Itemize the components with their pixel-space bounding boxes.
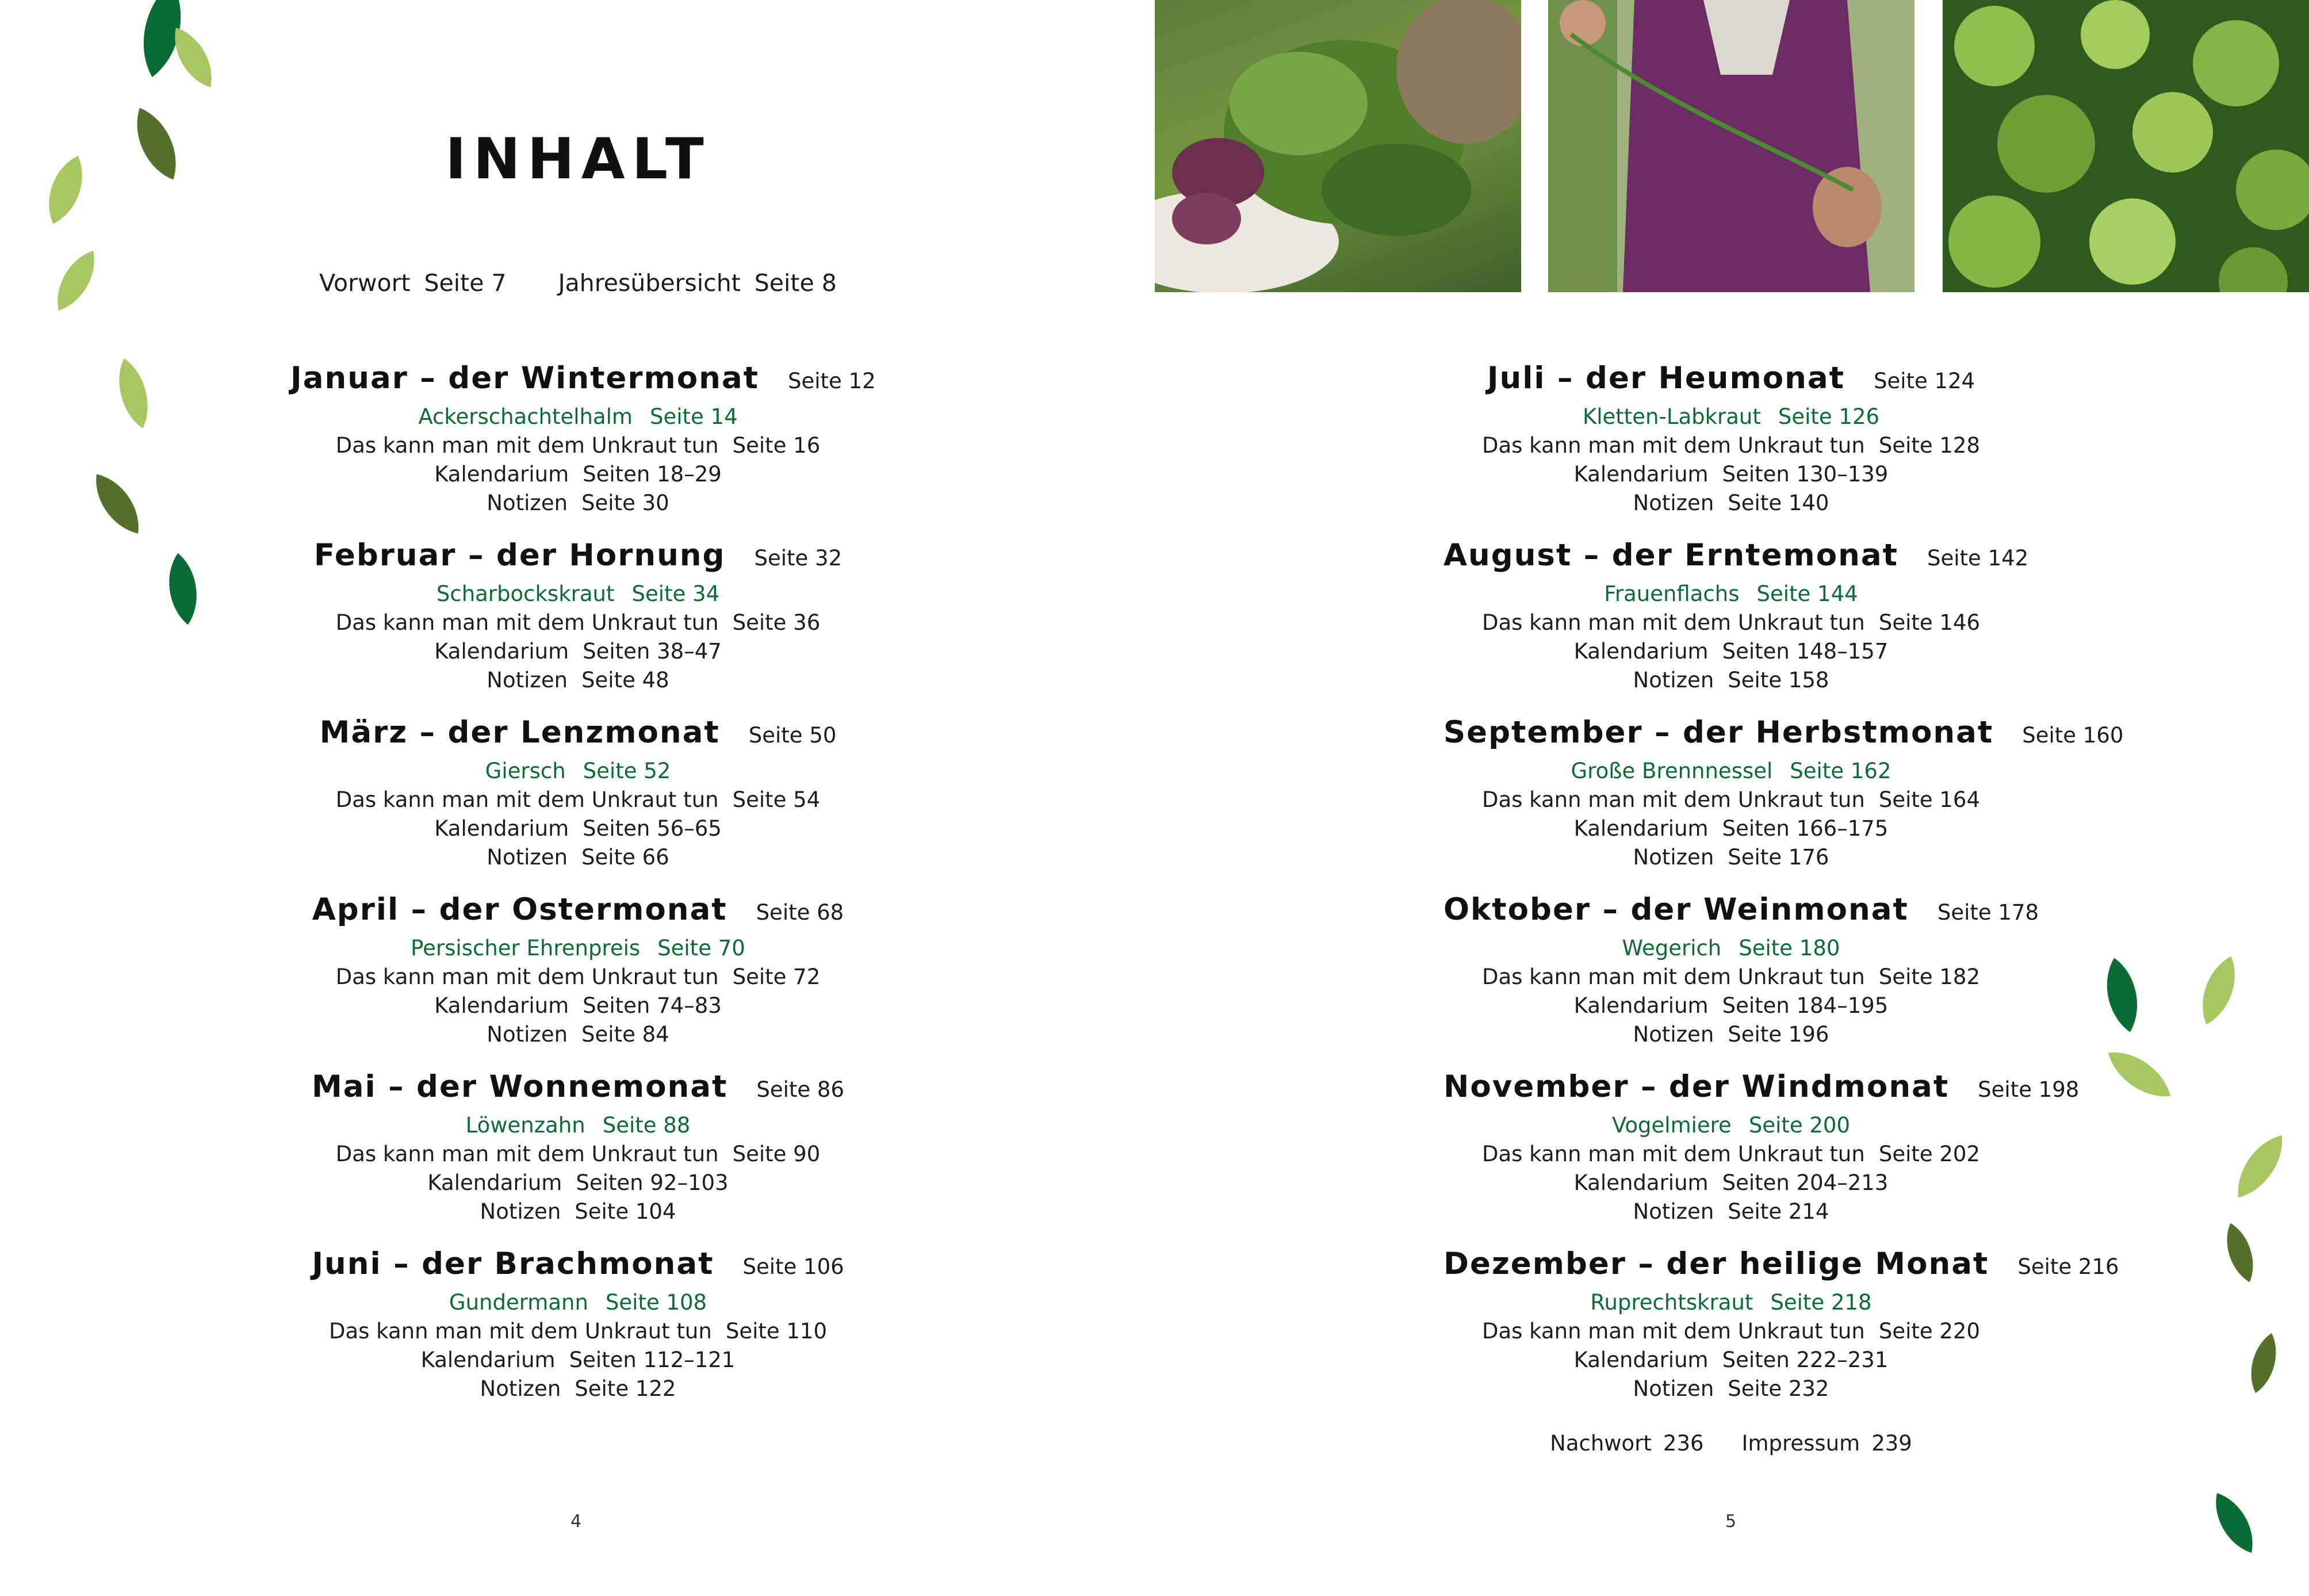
plant-page: Seite 88 — [602, 1113, 691, 1138]
unkraut-label: Das kann man mit dem Unkraut tun — [1481, 433, 1865, 458]
notizen-page: Seite 140 — [1728, 491, 1829, 515]
impressum-label[interactable]: Impressum — [1741, 1431, 1860, 1456]
notizen-label: Notizen — [480, 1199, 561, 1224]
kalendarium-line[interactable] — [290, 1346, 866, 1375]
unkraut-line[interactable] — [290, 786, 866, 814]
notizen-label: Notizen — [487, 491, 568, 515]
jahresuebersicht-label[interactable]: Jahresübersicht — [558, 269, 741, 297]
photo-leaves — [1943, 0, 2309, 292]
unkraut-line[interactable] — [290, 963, 866, 992]
month-page: Seite 50 — [748, 723, 837, 748]
notizen-label: Notizen — [1633, 845, 1714, 870]
unkraut-label: Das kann man mit dem Unkraut tun — [335, 1142, 719, 1166]
notizen-label: Notizen — [1633, 668, 1714, 692]
month-heading-line[interactable] — [290, 888, 866, 934]
notizen-page: Seite 84 — [581, 1022, 669, 1047]
plant-line[interactable] — [290, 1111, 866, 1140]
month-heading: Oktober – der Weinmonat — [1443, 892, 1909, 927]
month-page: Seite 124 — [1873, 369, 1975, 393]
closing-row — [1443, 1431, 2019, 1456]
jahresuebersicht-page: Seite 8 — [754, 269, 837, 297]
unkraut-page: Seite 110 — [725, 1319, 828, 1344]
plant-name: Persischer Ehrenpreis — [411, 936, 641, 960]
plant-name: Kletten-Labkraut — [1582, 404, 1761, 429]
month-page: Seite 12 — [787, 369, 876, 393]
month-page: Seite 68 — [756, 900, 844, 925]
vorwort-page: Seite 7 — [424, 269, 507, 297]
month-heading-line[interactable] — [290, 711, 866, 757]
kalendarium-label: Kalendarium — [434, 993, 569, 1018]
unkraut-label: Das kann man mit dem Unkraut tun — [335, 433, 719, 458]
month-heading: Mai – der Wonnemonat — [311, 1069, 728, 1104]
notizen-page: Seite 158 — [1728, 668, 1829, 692]
notizen-page: Seite 104 — [575, 1199, 676, 1224]
month-entry — [290, 1242, 866, 1419]
kalendarium-line[interactable] — [290, 992, 866, 1020]
unkraut-label: Das kann man mit dem Unkraut tun — [1481, 787, 1865, 812]
unkraut-page: Seite 182 — [1878, 965, 1981, 989]
impressum-page: 239 — [1871, 1431, 1912, 1456]
plant-page: Seite 14 — [649, 404, 738, 429]
kalendarium-line[interactable] — [290, 460, 866, 489]
kalendarium-pages: Seiten 204–213 — [1722, 1170, 1889, 1195]
notizen-page: Seite 214 — [1728, 1199, 1829, 1224]
kalendarium-label: Kalendarium — [1573, 993, 1709, 1018]
unkraut-page: Seite 36 — [732, 610, 821, 635]
kalendarium-label: Kalendarium — [434, 816, 569, 841]
plant-name: Ruprechtskraut — [1590, 1290, 1753, 1315]
notizen-line[interactable] — [290, 843, 866, 872]
unkraut-page: Seite 128 — [1878, 433, 1981, 458]
unkraut-label: Das kann man mit dem Unkraut tun — [335, 787, 719, 812]
intro-row — [319, 269, 837, 297]
unkraut-label: Das kann man mit dem Unkraut tun — [1481, 610, 1865, 635]
unkraut-line[interactable] — [290, 431, 866, 460]
month-entry — [290, 888, 866, 1065]
plant-name: Scharbockskraut — [436, 581, 615, 606]
kalendarium-label: Kalendarium — [1573, 1348, 1709, 1372]
plant-page: Seite 144 — [1756, 581, 1858, 606]
kalendarium-label: Kalendarium — [427, 1170, 562, 1195]
notizen-label: Notizen — [480, 1376, 561, 1401]
month-heading: Februar – der Hornung — [313, 538, 726, 573]
month-entry — [290, 534, 866, 711]
unkraut-label: Das kann man mit dem Unkraut tun — [335, 610, 719, 635]
notizen-label: Notizen — [1633, 1199, 1714, 1224]
kalendarium-pages: Seiten 166–175 — [1722, 816, 1889, 841]
notizen-line[interactable] — [290, 489, 866, 518]
kalendarium-label: Kalendarium — [1573, 1170, 1709, 1195]
greens-bowl-image — [1155, 0, 1521, 292]
kalendarium-label: Kalendarium — [434, 639, 569, 664]
kalendarium-pages: Seiten 38–47 — [583, 639, 722, 664]
month-heading: Dezember – der heilige Monat — [1443, 1246, 1989, 1281]
unkraut-label: Das kann man mit dem Unkraut tun — [1481, 965, 1865, 989]
plant-page: Seite 162 — [1790, 759, 1891, 783]
month-page: Seite 86 — [756, 1077, 845, 1102]
notizen-label: Notizen — [1633, 1376, 1714, 1401]
notizen-label: Notizen — [487, 845, 568, 870]
notizen-page: Seite 66 — [581, 845, 669, 870]
kalendarium-line[interactable] — [290, 814, 866, 843]
nachwort-label[interactable]: Nachwort — [1550, 1431, 1652, 1456]
notizen-page: Seite 196 — [1728, 1022, 1829, 1047]
plant-page: Seite 34 — [631, 581, 720, 606]
month-page: Seite 142 — [1927, 546, 2029, 571]
month-page: Seite 178 — [1937, 900, 2039, 925]
kalendarium-line[interactable] — [290, 637, 866, 666]
page-number-left: 4 — [570, 1511, 582, 1532]
month-page: Seite 32 — [754, 546, 843, 571]
kalendarium-label: Kalendarium — [420, 1348, 556, 1372]
plant-page: Seite 180 — [1739, 936, 1840, 960]
plant-line[interactable] — [290, 580, 866, 608]
month-heading: September – der Herbstmonat — [1443, 715, 1994, 750]
month-entry — [290, 357, 876, 534]
kalendarium-pages: Seiten 74–83 — [583, 993, 722, 1018]
unkraut-label: Das kann man mit dem Unkraut tun — [1481, 1142, 1865, 1166]
notizen-label: Notizen — [1633, 1022, 1714, 1047]
notizen-line[interactable] — [290, 1197, 866, 1226]
month-page: Seite 198 — [1978, 1077, 2080, 1102]
kalendarium-label: Kalendarium — [1573, 639, 1709, 664]
vorwort-label[interactable]: Vorwort — [319, 269, 411, 297]
plant-page: Seite 200 — [1748, 1113, 1851, 1138]
leaves-image — [1943, 0, 2309, 292]
kalendarium-pages: Seiten 92–103 — [576, 1170, 729, 1195]
unkraut-label: Das kann man mit dem Unkraut tun — [335, 965, 719, 989]
page-title: INHALT — [445, 127, 711, 192]
plant-line[interactable] — [290, 403, 866, 431]
unkraut-page: Seite 146 — [1878, 610, 1981, 635]
herbalist-image — [1548, 0, 1914, 292]
month-heading: August – der Erntemonat — [1443, 538, 1899, 573]
month-heading-line[interactable] — [290, 1242, 866, 1288]
plant-name: Ackerschachtelhalm — [418, 404, 633, 429]
plant-name: Löwenzahn — [465, 1113, 585, 1138]
unkraut-page: Seite 90 — [732, 1142, 821, 1166]
photo-herbalist — [1548, 0, 1914, 292]
unkraut-label: Das kann man mit dem Unkraut tun — [1481, 1319, 1865, 1344]
month-page: Seite 106 — [742, 1254, 844, 1279]
month-heading: April – der Ostermonat — [312, 892, 727, 927]
kalendarium-pages: Seiten 148–157 — [1722, 639, 1889, 664]
notizen-page: Seite 232 — [1728, 1376, 1829, 1401]
toc-column-left — [290, 357, 876, 1419]
plant-page: Seite 218 — [1770, 1290, 1872, 1315]
notizen-page: Seite 122 — [575, 1376, 676, 1401]
unkraut-line[interactable] — [290, 1317, 866, 1346]
kalendarium-pages: Seiten 112–121 — [569, 1348, 736, 1372]
unkraut-page: Seite 16 — [732, 433, 821, 458]
month-entry — [290, 1065, 866, 1242]
month-heading: Juli – der Heumonat — [1487, 361, 1845, 396]
kalendarium-label: Kalendarium — [1573, 462, 1709, 487]
kalendarium-pages: Seiten 184–195 — [1722, 993, 1889, 1018]
notizen-line[interactable] — [290, 1375, 866, 1403]
month-heading: Januar – der Wintermonat — [290, 361, 759, 396]
unkraut-label: Das kann man mit dem Unkraut tun — [328, 1319, 712, 1344]
kalendarium-pages: Seiten 222–231 — [1722, 1348, 1889, 1372]
month-heading-line[interactable] — [290, 357, 876, 403]
notizen-label: Notizen — [1633, 491, 1714, 515]
notizen-page: Seite 176 — [1728, 845, 1829, 870]
unkraut-page: Seite 220 — [1878, 1319, 1981, 1344]
plant-name: Gundermann — [449, 1290, 588, 1315]
unkraut-page: Seite 72 — [732, 965, 821, 989]
month-heading: März – der Lenzmonat — [319, 715, 720, 750]
month-heading: Juni – der Brachmonat — [312, 1246, 714, 1281]
photo-greens-bowl — [1155, 0, 1521, 292]
notizen-page: Seite 30 — [581, 491, 669, 515]
plant-page: Seite 126 — [1778, 404, 1880, 429]
unkraut-page: Seite 164 — [1878, 787, 1981, 812]
month-heading-line[interactable] — [290, 534, 866, 580]
month-entry — [290, 711, 866, 888]
plant-line[interactable] — [290, 757, 866, 786]
kalendarium-label: Kalendarium — [434, 462, 569, 487]
plant-page: Seite 108 — [605, 1290, 707, 1315]
plant-line[interactable] — [290, 1288, 866, 1317]
month-page: Seite 160 — [2022, 723, 2124, 748]
plant-line[interactable] — [290, 934, 866, 963]
unkraut-page: Seite 202 — [1878, 1142, 1981, 1166]
plant-name: Frauenflachs — [1604, 581, 1740, 606]
plant-name: Wegerich — [1622, 936, 1722, 960]
plant-name: Giersch — [485, 759, 566, 783]
plant-name: Große Brennnessel — [1571, 759, 1773, 783]
notizen-page: Seite 48 — [581, 668, 669, 692]
kalendarium-pages: Seiten 130–139 — [1722, 462, 1889, 487]
notizen-label: Notizen — [487, 1022, 568, 1047]
month-heading-line[interactable] — [290, 1065, 866, 1111]
month-page: Seite 216 — [2017, 1254, 2119, 1279]
kalendarium-line[interactable] — [290, 1169, 866, 1197]
kalendarium-label: Kalendarium — [1573, 816, 1709, 841]
notizen-line[interactable] — [290, 1020, 866, 1049]
page-number-right: 5 — [1725, 1511, 1737, 1532]
month-heading: November – der Windmonat — [1443, 1069, 1950, 1104]
notizen-line[interactable] — [290, 666, 866, 695]
kalendarium-pages: Seiten 56–65 — [583, 816, 722, 841]
plant-page: Seite 70 — [657, 936, 745, 960]
unkraut-page: Seite 54 — [732, 787, 821, 812]
unkraut-line[interactable] — [290, 608, 866, 637]
notizen-label: Notizen — [487, 668, 568, 692]
plant-name: Vogelmiere — [1611, 1113, 1732, 1138]
unkraut-line[interactable] — [290, 1140, 866, 1169]
plant-page: Seite 52 — [583, 759, 671, 783]
kalendarium-pages: Seiten 18–29 — [583, 462, 722, 487]
nachwort-page: 236 — [1663, 1431, 1704, 1456]
